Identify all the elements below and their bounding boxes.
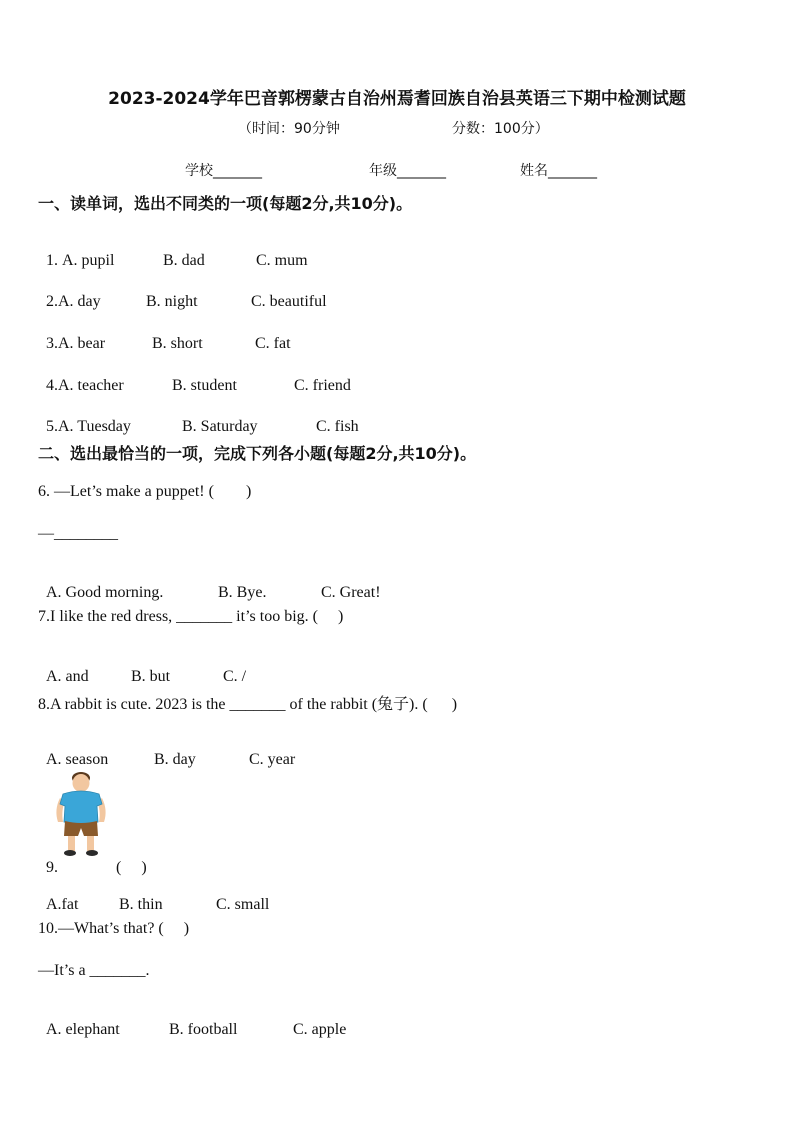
- question-5: [38, 400, 359, 436]
- page-title: 2023-2024学年巴音郭楞蒙古自治州焉耆回族自治县英语三下期中检测试题: [108, 89, 686, 109]
- option-c[interactable]: C. Great!: [321, 584, 381, 601]
- question-number: 9.: [46, 859, 58, 876]
- question-number: 5.: [46, 418, 58, 435]
- question-4: [38, 359, 351, 395]
- option-b[interactable]: B. Bye.: [218, 584, 267, 601]
- option-c[interactable]: C. fat: [255, 335, 291, 352]
- option-a[interactable]: A. Tuesday: [58, 418, 131, 435]
- option-b[interactable]: B. dad: [163, 252, 205, 269]
- exam-score: 分数：100分）: [452, 121, 549, 137]
- option-c[interactable]: C. mum: [256, 252, 308, 269]
- option-c[interactable]: C. beautiful: [251, 293, 327, 310]
- option-b[interactable]: B. night: [146, 293, 198, 310]
- option-a[interactable]: A.fat: [46, 896, 79, 913]
- grade-field[interactable]: 年级_______: [369, 163, 446, 179]
- question-6-reply: —________: [38, 525, 118, 542]
- option-a[interactable]: A. bear: [58, 335, 106, 352]
- fat-boy-illustration-icon: [52, 770, 110, 858]
- section2-heading: 二、选出最恰当的一项，完成下列各小题(每题2分,共10分)。: [38, 444, 477, 463]
- option-a[interactable]: A. Good morning.: [46, 584, 164, 601]
- option-b[interactable]: B. thin: [119, 896, 163, 913]
- option-a[interactable]: A. elephant: [46, 1021, 120, 1038]
- option-a[interactable]: A. day: [58, 293, 101, 310]
- question-number: 1.: [46, 252, 62, 269]
- option-c[interactable]: C. fish: [316, 418, 359, 435]
- exam-time: （时间：90分钟: [238, 121, 340, 137]
- question-7-stem: 7.I like the red dress, _______ it’s too big. ( ): [38, 608, 344, 625]
- option-c[interactable]: C. year: [249, 751, 296, 768]
- option-b[interactable]: B. day: [154, 751, 196, 768]
- name-field[interactable]: 姓名_______: [520, 163, 597, 179]
- question-9-options: [38, 878, 270, 914]
- school-field[interactable]: 学校_______: [185, 163, 262, 179]
- question-6-options: [38, 566, 381, 602]
- question-7-options: [38, 650, 247, 686]
- option-c[interactable]: C. friend: [294, 377, 351, 394]
- question-10-stem: 10.—What’s that? ( ): [38, 920, 190, 937]
- question-number: 4.: [46, 377, 58, 394]
- option-c[interactable]: C. small: [216, 896, 270, 913]
- question-1: [38, 234, 308, 270]
- question-10-reply: —It’s a _______.: [38, 962, 150, 979]
- question-2: [38, 275, 327, 311]
- option-c[interactable]: C. /: [223, 668, 247, 685]
- question-number: 2.: [46, 293, 58, 310]
- option-c[interactable]: C. apple: [293, 1021, 347, 1038]
- question-10-options: [38, 1003, 347, 1039]
- option-b[interactable]: B. but: [131, 668, 171, 685]
- question-8-options: [38, 733, 296, 769]
- option-a[interactable]: A. season: [46, 751, 109, 768]
- question-3: [38, 317, 291, 353]
- question-6-stem: 6. —Let’s make a puppet! ( ): [38, 483, 252, 500]
- option-a[interactable]: A. and: [46, 668, 89, 685]
- option-a[interactable]: A. teacher: [58, 377, 124, 394]
- option-b[interactable]: B. short: [152, 335, 203, 352]
- option-b[interactable]: B. Saturday: [182, 418, 258, 435]
- question-9-stem: [38, 841, 147, 877]
- option-a[interactable]: A. pupil: [62, 252, 115, 269]
- question-8-stem: 8.A rabbit is cute. 2023 is the _______ of the rabbit (兔子). ( ): [38, 696, 458, 713]
- question-number: 3.: [46, 335, 58, 352]
- section1-heading: 一、读单词，选出不同类的一项(每题2分,共10分)。: [38, 194, 413, 213]
- option-b[interactable]: B. student: [172, 377, 237, 394]
- answer-paren[interactable]: ( ): [116, 859, 147, 876]
- option-b[interactable]: B. football: [169, 1021, 238, 1038]
